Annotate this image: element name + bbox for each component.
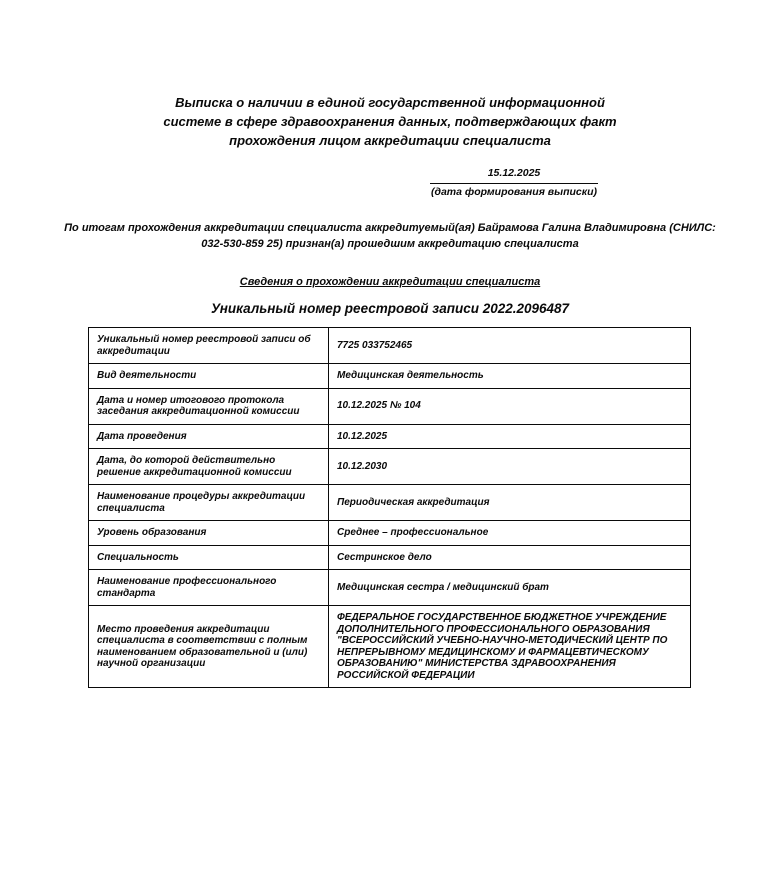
row-value: 10.12.2030 xyxy=(329,449,691,485)
document-title xyxy=(110,93,670,150)
row-value: 10.12.2025 № 104 xyxy=(329,388,691,424)
intro-paragraph xyxy=(0,220,780,252)
row-label: Вид деятельности xyxy=(89,364,329,389)
row-value: Сестринское дело xyxy=(329,545,691,570)
row-value: 10.12.2025 xyxy=(329,424,691,449)
table-row xyxy=(89,328,691,364)
table-row xyxy=(89,424,691,449)
row-label: Уникальный номер реестровой записи об аккредитации xyxy=(89,328,329,364)
issue-date: 15.12.2025 xyxy=(430,167,598,184)
row-value: Среднее – профессиональное xyxy=(329,521,691,546)
row-value: Периодическая аккредитация xyxy=(329,485,691,521)
document-title-line: Выписка о наличии в единой государственной информационной xyxy=(175,95,605,110)
table-row xyxy=(89,606,691,688)
row-value: Медицинская сестра / медицинский брат xyxy=(329,570,691,606)
table-row xyxy=(89,521,691,546)
row-label: Дата и номер итогового протокола заседания аккредитационной комиссии xyxy=(89,388,329,424)
table-row xyxy=(89,545,691,570)
row-label: Место проведения аккредитации специалиста в соответствии с полным наименованием образовательной и (или) научной организации xyxy=(89,606,329,688)
row-value: Медицинская деятельность xyxy=(329,364,691,389)
row-label: Наименование профессионального стандарта xyxy=(89,570,329,606)
document-title-line: прохождения лицом аккредитации специалиста xyxy=(229,133,551,148)
table-row xyxy=(89,485,691,521)
row-value: ФЕДЕРАЛЬНОЕ ГОСУДАРСТВЕННОЕ БЮДЖЕТНОЕ УЧРЕЖДЕНИЕ ДОПОЛНИТЕЛЬНОГО ПРОФЕССИОНАЛЬНОГО ОБРАЗОВАНИЯ "ВСЕРОССИЙСКИЙ УЧЕБНО-НАУЧНО-МЕТОДИЧЕСКИЙ ЦЕНТР ПО НЕПРЕРЫВНОМУ МЕДИЦИНСКОМУ И ФАРМАЦЕВТИЧЕСКОМУ ОБРАЗОВАНИЮ" МИНИСТЕРСТВА ЗДРАВООХРАНЕНИЯ РОССИЙСКОЙ ФЕДЕРАЦИИ xyxy=(329,606,691,688)
registry-number-heading: Уникальный номер реестровой записи 2022.2096487 xyxy=(210,301,570,316)
issue-date-caption: (дата формирования выписки) xyxy=(430,186,598,198)
intro-paragraph-line: По итогам прохождения аккредитации специалиста аккредитуемый(ая) Байрамова Галина Владимировна (СНИЛС: xyxy=(64,222,716,234)
accreditation-table xyxy=(88,327,691,688)
section-heading: Сведения о прохождении аккредитации специалиста xyxy=(239,276,541,288)
row-label: Дата проведения xyxy=(89,424,329,449)
row-label: Специальность xyxy=(89,545,329,570)
document-title-line: системе в сфере здравоохранения данных, подтверждающих факт xyxy=(163,114,617,129)
row-label: Уровень образования xyxy=(89,521,329,546)
table-row xyxy=(89,449,691,485)
accreditation-table-body xyxy=(89,328,691,688)
issue-date-block xyxy=(430,167,598,199)
table-row xyxy=(89,388,691,424)
intro-paragraph-line: 032-530-859 25) признан(а) прошедшим аккредитацию специалиста xyxy=(201,238,579,250)
row-label: Дата, до которой действительно решение аккредитационной комиссии xyxy=(89,449,329,485)
table-row xyxy=(89,364,691,389)
row-label: Наименование процедуры аккредитации специалиста xyxy=(89,485,329,521)
row-value: 7725 033752465 xyxy=(329,328,691,364)
table-row xyxy=(89,570,691,606)
